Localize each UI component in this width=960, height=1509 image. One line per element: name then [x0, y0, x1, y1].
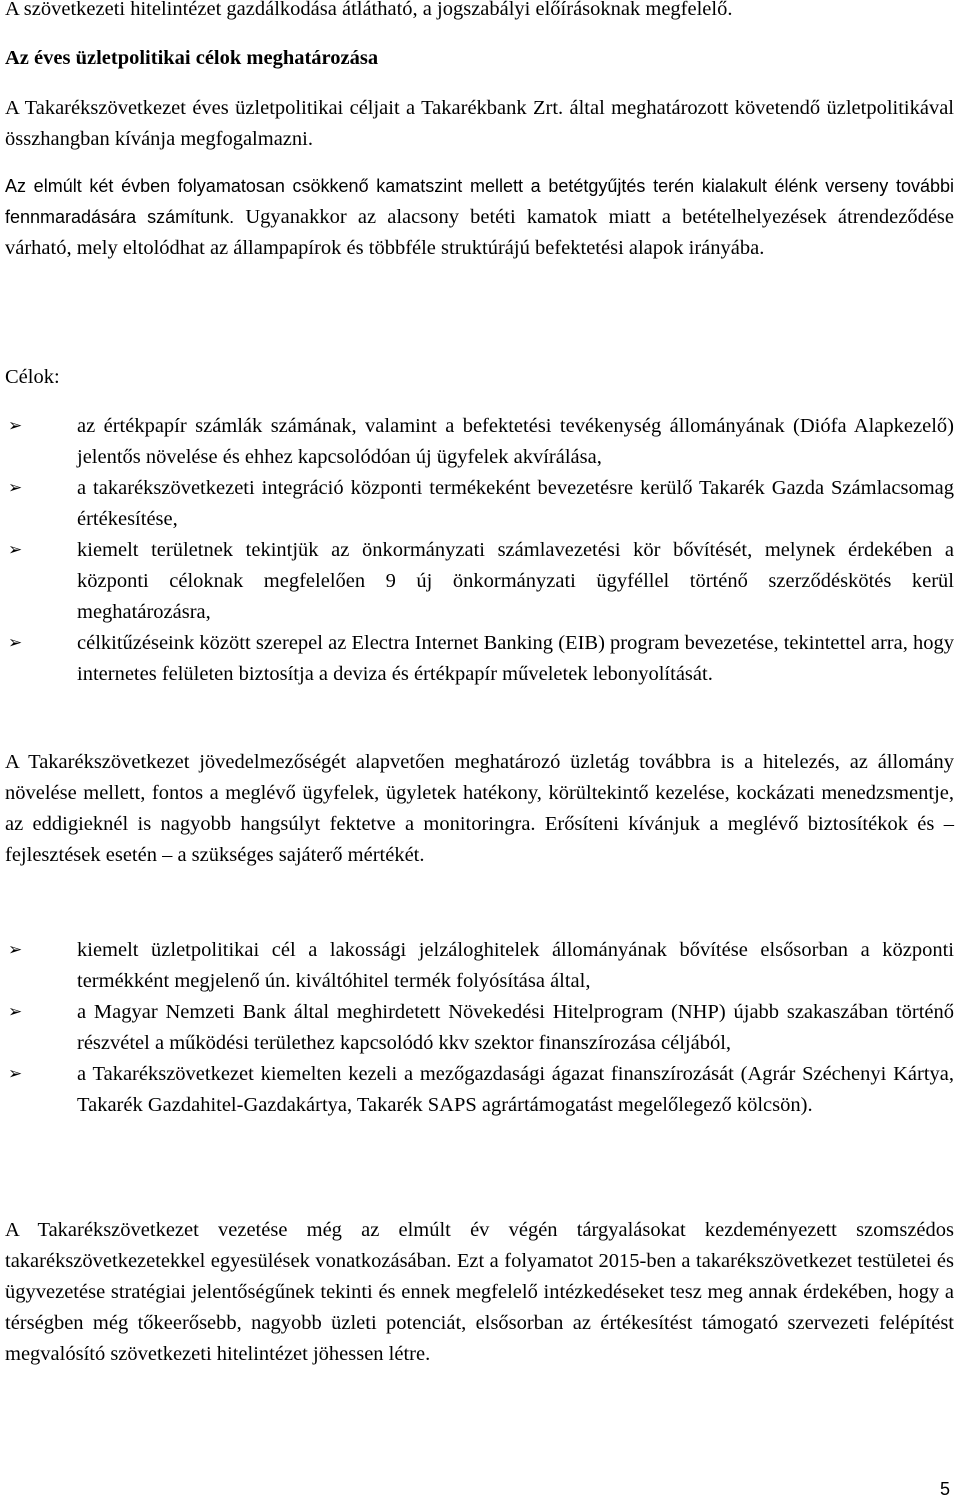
list-item	[0, 628, 954, 690]
paragraph-2	[5, 171, 954, 264]
arrow-bullet-icon: ➢	[8, 1064, 23, 1084]
list-item-text: célkitűzéseink között szerepel az Electra Internet Banking (EIB) program bevezetése, tekintettel arra, hogy internetes felületen biztosítja a deviza és értékpapír műveletek lebonyolítását.	[77, 632, 954, 685]
paragraph-2-serif-text: Ugyanakkor az alacsony betéti kamatok miatt a betételhelyezések átrendeződése várható, mely eltolódhat az állampapírok és többféle struktúrájú befektetési alapok irányába.	[5, 206, 954, 259]
paragraph-2-sans-text: Az elmúlt két évben folyamatosan csökkenő kamatszint mellett a betétgyűjtés terén kialakult élénk verseny további fennmaradására számítunk.	[5, 176, 954, 227]
credit-goals-list	[0, 935, 954, 1121]
list-item-text: kiemelt üzletpolitikai cél a lakossági jelzáloghitelek állományának bővítése elsősorban a központi termékként megjelenő ún. kiváltóhitel termék folyósítása által,	[77, 939, 954, 992]
paragraph-1: A Takarékszövetkezet éves üzletpolitikai céljait a Takarékbank Zrt. által meghatározott követendő üzletpolitikával összhangban kívánja megfogalmazni.	[5, 97, 954, 150]
goals-list	[0, 411, 954, 690]
arrow-bullet-icon: ➢	[8, 1002, 23, 1022]
list-item	[0, 535, 954, 628]
list-item-text: kiemelt területnek tekintjük az önkormányzati számlavezetési kör bővítését, melynek érdekében a központi céloknak megfelelően 9 új önkormányzati ügyféllel történő szerződéskötés kerül meghatározásra,	[77, 539, 954, 623]
list-item	[0, 997, 954, 1059]
list-item	[0, 473, 954, 535]
intro-line: A szövetkezeti hitelintézet gazdálkodása átlátható, a jogszabályi előírásoknak megfelelő.	[5, 0, 733, 20]
list-item-text: az értékpapír számlák számának, valamint a befektetési tevékenység állományának (Diófa Alapkezelő) jelentős növelése és ehhez kapcsolódóan új ügyfelek akvírálása,	[77, 415, 954, 468]
arrow-bullet-icon: ➢	[8, 478, 23, 498]
arrow-bullet-icon: ➢	[8, 416, 23, 436]
arrow-bullet-icon: ➢	[8, 540, 23, 560]
arrow-bullet-icon: ➢	[8, 633, 23, 653]
list-item	[0, 1059, 954, 1121]
paragraph-4: A Takarékszövetkezet vezetése még az elmúlt év végén tárgyalásokat kezdeményezett szomszédos takarékszövetkezetekkel egyesülések vonatkozásában. Ezt a folyamatot 2015-ben a takarékszövetkezet testületei és ügyvezetése stratégiai jelentőségűnek tekinti és ennek megfelelő intézkedéseket tesz meg annak érdekében, hogy a térségben még tőkeerősebb, nagyobb üzleti potenciát, elsősorban az értékesítést támogató szervezeti felépítést megvalósító szövetkezeti hitelintézet jöhessen létre.	[5, 1219, 954, 1365]
list-item-text: a takarékszövetkezeti integráció központi termékeként bevezetésre kerülő Takarék Gazda Számlacsomag értékesítése,	[77, 477, 954, 530]
arrow-bullet-icon: ➢	[8, 940, 23, 960]
paragraph-3: A Takarékszövetkezet jövedelmezőségét alapvetően meghatározó üzletág továbbra is a hitelezés, az állomány növelése mellett, fontos a meglévő ügyfelek, ügyletek hatékony, körültekintő kezelése, kockázati menedzsmentje, az eddigieknél is nagyobb hangsúlyt fektetve a monitoringra. Erősíteni kívánjuk a meglévő biztosítékok és – fejlesztések esetén – a szükséges sajáterő mértékét.	[5, 751, 954, 866]
page-number: 5	[939, 1479, 950, 1499]
section-heading: Az éves üzletpolitikai célok meghatározása	[5, 47, 379, 69]
list-item-text: a Takarékszövetkezet kiemelten kezeli a mezőgazdasági ágazat finanszírozását (Agrár Széchenyi Kártya, Takarék Gazdahitel-Gazdakártya, Takarék SAPS agrártámogatást megelőlegező kölcsön).	[77, 1063, 954, 1116]
list-item-text: a Magyar Nemzeti Bank által meghirdetett Növekedési Hitelprogram (NHP) újabb szakaszában történő részvétel a működési területhez kapcsolódó kkv szektor finanszírozása céljából,	[77, 1001, 954, 1054]
goals-label: Célok:	[5, 366, 60, 388]
list-item	[0, 411, 954, 473]
list-item	[0, 935, 954, 997]
